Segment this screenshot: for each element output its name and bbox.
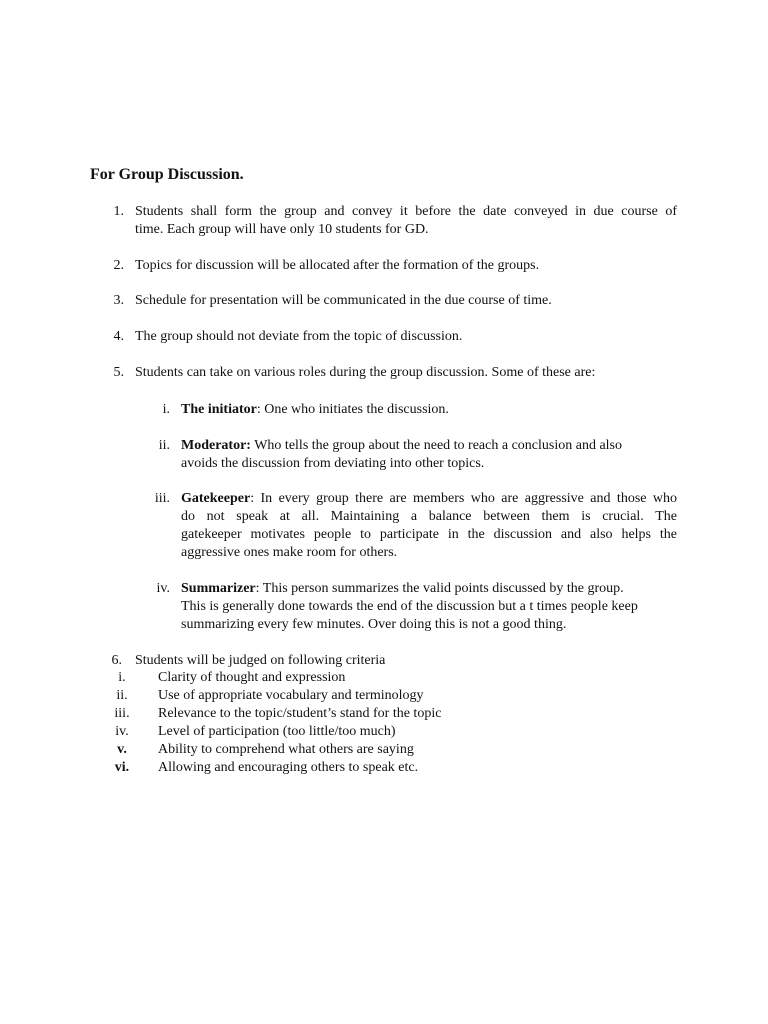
roman-number: vi. [114,760,130,775]
roman-number: iv. [115,724,129,739]
role-text [181,437,677,473]
text-line: time. Each group will have only 10 students for GD. [135,222,429,237]
criteria-text: Ability to comprehend what others are saying [158,742,414,757]
text-line: : In every group there are members who are aggressive and those who [250,491,677,506]
roman-number: i. [118,670,126,685]
text-line: gatekeeper motivates people to participate in the discussion and also helps the [181,527,677,542]
text-line: aggressive ones make room for others. [181,545,398,560]
roman-number: iv. [156,581,170,596]
text-line: This is generally done towards the end of the discussion but a t times people keep [181,599,638,614]
text-line: : This person summarizes the valid points discussed by the group. [255,581,624,596]
criteria-text: Allowing and encouraging others to speak etc. [158,760,419,775]
role-text [181,490,677,562]
list-number: 2. [113,258,124,273]
list-text: Schedule for presentation will be communicated in the due course of time. [135,293,552,308]
text-line: avoids the discussion from deviating into other topics. [181,456,485,471]
list-number: 5. [113,365,124,380]
role-term: Gatekeeper [181,491,251,506]
text-line: Students shall form the group and convey it before the date conveyed in due course of [135,204,677,219]
criteria-text: Clarity of thought and expression [158,670,346,685]
text-line: : One who initiates the discussion. [256,402,449,417]
list-number: 6. [111,653,122,668]
roman-number: i. [162,402,170,417]
list-text: Students can take on various roles during the group discussion. Some of these are: [135,365,596,380]
list-number: 3. [113,293,124,308]
criteria-text: Use of appropriate vocabulary and terminology [158,688,424,703]
roman-number: iii. [114,706,130,721]
roman-number: ii. [116,688,128,703]
text-line: summarizing every few minutes. Over doing this is not a good thing. [181,617,567,632]
list-number: 4. [113,329,124,344]
criteria-text: Relevance to the topic/student’s stand for the topic [158,706,442,721]
list-text: Students will be judged on following criteria [135,653,386,668]
role-text [181,580,677,634]
role-text [181,401,677,419]
list-number: 1. [113,204,124,219]
list-text [135,203,677,239]
text-line: do not speak at all. Maintaining a balance between them is crucial. The [181,509,677,524]
page-title: For Group Discussion. [90,166,244,183]
list-text: The group should not deviate from the topic of discussion. [135,329,463,344]
role-term: Summarizer [181,581,256,596]
criteria-text: Level of participation (too little/too much) [158,724,396,739]
roman-number: ii. [158,438,170,453]
text-line: Who tells the group about the need to reach a conclusion and also [250,438,622,453]
role-term: The initiator [181,402,257,417]
role-term: Moderator: [181,438,251,453]
list-text: Topics for discussion will be allocated after the formation of the groups. [135,258,540,273]
roman-number: iii. [154,491,170,506]
roman-number: v. [117,742,127,757]
